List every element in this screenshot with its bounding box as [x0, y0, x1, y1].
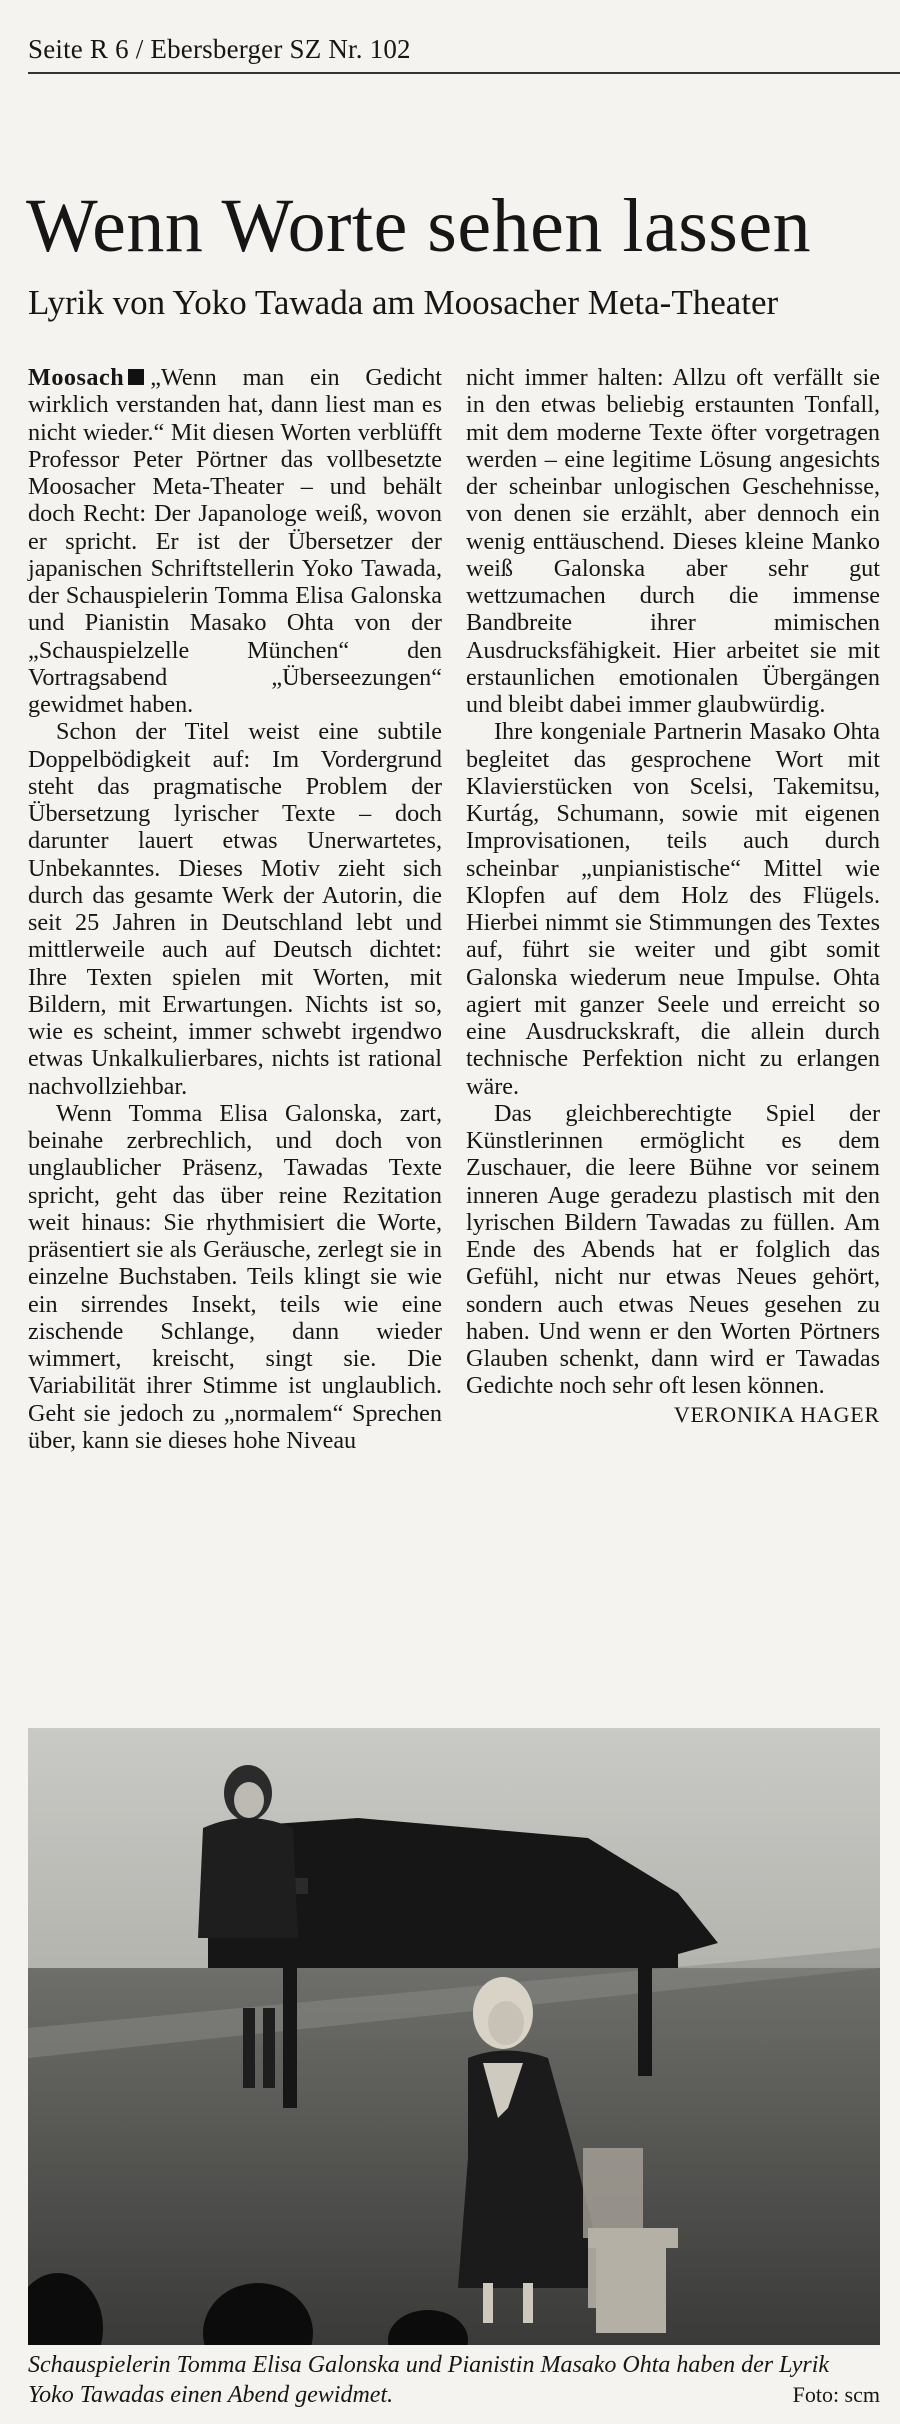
article-column-2 — [466, 364, 880, 1454]
subheadline: Lyrik von Yoko Tawada am Moosacher Meta-Theater — [28, 283, 779, 322]
caption-text: Schauspielerin Tomma Elisa Galonska und Pianistin Masako Ohta haben der Lyrik Yoko Tawadas einen Abend gewidmet. — [28, 2352, 830, 2408]
photo-caption — [28, 2350, 880, 2410]
article-body — [28, 364, 880, 1454]
photo-credit: Foto: scm — [792, 2382, 880, 2407]
header-rule — [28, 72, 900, 74]
dateline: Moosach — [28, 364, 125, 391]
paragraph: Das gleichberechtigte Spiel der Künstlerinnen ermöglicht es dem Zuschauer, die leere Bühne vor seinem inneren Auge geradezu plastisch mit den lyrischen Bildern Tawadas zu füllen. Am Ende des Abends hat er folglich das Gefühl, nicht nur etwas Neues gehört, sondern auch etwas Neues gesehen zu haben. Und wenn er den Worten Pörtners Glauben schenkt, dann wird er Tawadas Gedichte noch sehr oft lesen können. — [466, 1099, 880, 1400]
page-header: Seite R 6 / Ebersberger SZ Nr. 102 — [28, 34, 411, 64]
paragraph: nicht immer halten: Allzu oft verfällt sie in den etwas beliebig erstaunten Tonfall, mit dem moderne Texte öfter vorgetragen werden – eine legitime Lösung angesichts der scheinbar unlogischen Geschehnisse, von denen sie erzählt, aber dennoch ein wenig enttäuschend. Dieses kleine Manko weiß Galonska aber sehr gut wettzumachen durch die immense Bandbreite ihrer mimischen Ausdrucksfähigkeit. Hier arbeitet sie mit erstaunlichen emotionalen Übergängen und bleibt dabei immer glaubwürdig. — [466, 364, 880, 718]
paragraph — [28, 364, 442, 718]
paragraph: Wenn Tomma Elisa Galonska, zart, beinahe zerbrechlich, und doch von unglaublicher Präsenz, Tawadas Texte spricht, geht das über reine Rezitation weit hinaus: Sie rhythmisiert die Worte, präsentiert sie als Geräusche, zerlegt sie in einzelne Buchstaben. Teils klingt sie wie ein sirrendes Insekt, teils wie eine zischende Schlange, dann wieder wimmert, kreischt, singt sie. Die Variabilität ihrer Stimme ist unglaublich. Geht sie jedoch zu „normalem“ Sprechen über, kann sie dieses hohe Niveau — [28, 1099, 442, 1454]
article-column-1 — [28, 364, 442, 1454]
square-bullet-icon — [128, 369, 144, 385]
headline: Wenn Worte sehen lassen — [26, 184, 812, 268]
paragraph: Ihre kongeniale Partnerin Masako Ohta begleitet das gesprochene Wort mit Klavierstücken von Scelsi, Takemitsu, Kurtág, Schumann, sowie mit eigenen Improvisationen, teils auch durch scheinbar „unpianistische“ Mittel wie Klopfen auf dem Holz des Flügels. Hierbei nimmt sie Stimmungen des Textes auf, führt sie weiter und gibt somit Galonska wiederum neue Impulse. Ohta agiert mit ganzer Seele und erreicht so eine Ausdruckskraft, die allein durch technische Perfektion nicht zu erlangen wäre. — [466, 718, 880, 1100]
stage-photo — [28, 1728, 880, 2345]
side-table — [588, 2228, 678, 2333]
paragraph-text: „Wenn man ein Gedicht wirklich verstanden hat, dann liest man es nicht wieder.“ Mit diesen Worten verblüfft Professor Peter Pörtner das vollbesetzte Moosacher Meta-Theater – und behält doch Recht: Der Japanologe weiß, wovon er spricht. Er ist der Übersetzer der japanischen Schriftstellerin Yoko Tawada, der Schauspielerin Tomma Elisa Galonska und Pianistin Masako Ohta von der „Schauspielzelle München“ den Vortragsabend „Überseezungen“ gewidmet haben. — [28, 364, 442, 718]
stage-photo-illustration — [28, 1728, 880, 2345]
byline: VERONIKA HAGER — [673, 1401, 880, 1427]
paragraph: Schon der Titel weist eine subtile Doppelbödigkeit auf: Im Vordergrund steht das pragmatische Problem der Übersetzung lyrischer Texte – doch darunter lauert etwas Unerwartetes, Unbekanntes. Dieses Motiv zieht sich durch das gesamte Werk der Autorin, die seit 25 Jahren in Deutschland lebt und mittlerweile auch auf Deutsch dichtet: Ihre Texten spielen mit Worten, mit Bildern, mit Erwartungen. Nichts ist so, wie es scheint, immer schwebt irgendwo etwas Unkalkulierbares, nichts ist rational nachvollziehbar. — [28, 718, 442, 1100]
